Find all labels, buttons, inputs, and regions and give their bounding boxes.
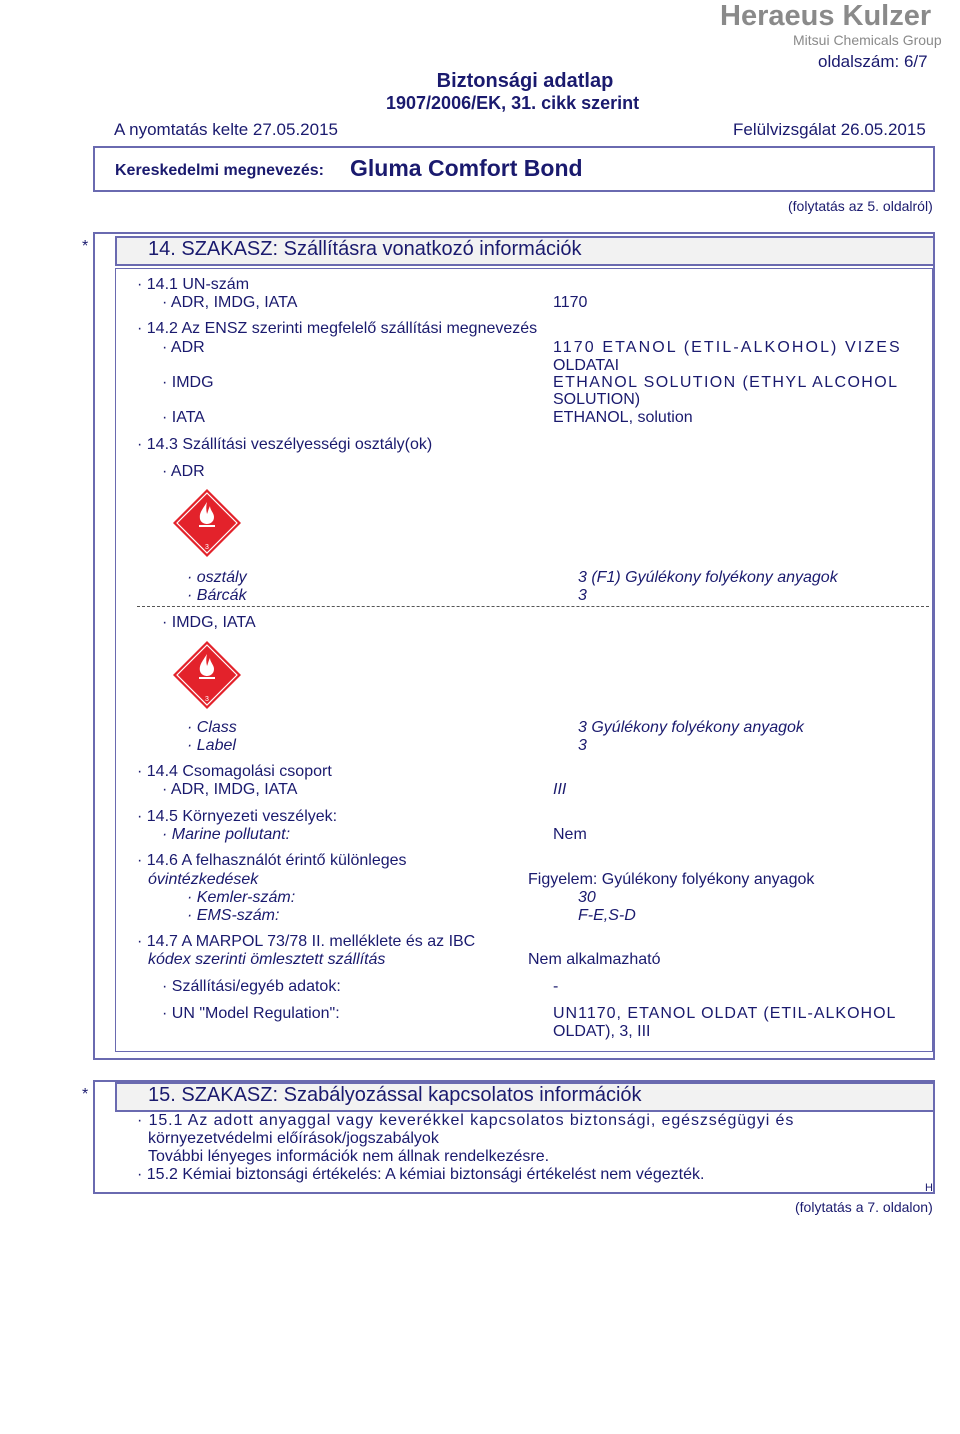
un-model-value-1: UN1170, ETANOL OLDAT (ETIL-ALKOHOL xyxy=(553,1005,897,1022)
diamond-number: 3 xyxy=(205,544,209,551)
precautions-heading-1: · 14.6 A felhasználót érintő különleges xyxy=(137,852,407,869)
kemler-label: · Kemler-szám: xyxy=(187,889,296,906)
imdg-iata-class-label: · IMDG, IATA xyxy=(162,614,256,631)
adr-value-1: 1170 ETANOL (ETIL-ALKOHOL) VIZES xyxy=(553,339,902,356)
marine-pollutant-value: Nem xyxy=(553,826,587,843)
un-number-value: 1170 xyxy=(553,294,588,311)
trade-name: Gluma Comfort Bond xyxy=(350,155,583,181)
brand-logo: Heraeus Kulzer xyxy=(720,0,932,32)
env-hazards-heading: · 14.5 Környezeti veszélyek: xyxy=(137,808,338,825)
marpol-heading-1: · 14.7 A MARPOL 73/78 II. melléklete és az IBC xyxy=(137,933,476,950)
imdg-value-1: ETHANOL SOLUTION (ETHYL ALCOHOL xyxy=(553,374,899,391)
flammable-liquid-icon xyxy=(172,488,242,558)
divider xyxy=(137,606,929,607)
document-subtitle: 1907/2006/EK, 31. cikk szerint xyxy=(386,93,640,113)
barcak-label: · Bárcák xyxy=(187,587,247,604)
shipping-name-heading: · 14.2 Az ENSZ szerinti megfelelő szállítási megnevezés xyxy=(137,320,538,337)
regulations-line-1: · 15.1 Az adott anyaggal vagy keverékkel kapcsolatos biztonsági, egészségügyi és xyxy=(137,1112,795,1129)
un-model-value-2: OLDAT), 3, III xyxy=(553,1023,651,1040)
precautions-value: Figyelem: Gyúlékony folyékony anyagok xyxy=(528,871,815,888)
diamond-number: 3 xyxy=(205,696,209,703)
imdg-value-2: SOLUTION) xyxy=(553,391,641,408)
other-info-label: · Szállítási/egyéb adatok: xyxy=(162,978,341,995)
iata-value: ETHANOL, solution xyxy=(553,409,693,426)
flammable-liquid-icon xyxy=(172,640,242,710)
regulations-line-2: környezetvédelmi előírások/jogszabályok xyxy=(148,1130,439,1147)
continued-from: (folytatás az 5. oldalról) xyxy=(788,198,933,214)
chemical-safety-label: · 15.2 Kémiai biztonsági értékelés: xyxy=(137,1166,382,1183)
revision-date: Felülvizsgálat 26.05.2015 xyxy=(733,120,926,139)
chemical-safety-value: A kémiai biztonsági értékelést nem végezték. xyxy=(381,1166,705,1183)
un-number-heading: · 14.1 UN-szám xyxy=(137,276,250,293)
osztaly-value: 3 (F1) Gyúlékony folyékony anyagok xyxy=(578,569,838,586)
page-number: oldalszám: 6/7 xyxy=(818,52,928,71)
class-label: · Class xyxy=(187,719,237,736)
imdg-label: · IMDG xyxy=(162,374,214,391)
section15-star: * xyxy=(82,1086,89,1103)
ems-value: F-E,S-D xyxy=(578,907,636,924)
document-title: Biztonsági adatlap xyxy=(436,70,614,92)
marine-pollutant-label: · Marine pollutant: xyxy=(162,826,291,843)
class-value: 3 Gyúlékony folyékony anyagok xyxy=(578,719,804,736)
marpol-heading-2: kódex szerinti ömlesztett szállítás xyxy=(148,951,386,968)
osztaly-label: · osztály xyxy=(187,569,247,586)
un-number-label: · ADR, IMDG, IATA xyxy=(162,294,298,311)
iata-label: · IATA xyxy=(162,409,205,426)
footer-mark: H xyxy=(925,1182,933,1194)
section15-title: 15. SZAKASZ: Szabályozással kapcsolatos információk xyxy=(148,1084,642,1106)
brand-group: Mitsui Chemicals Group xyxy=(793,32,942,48)
regulations-line-3: További lényeges információk nem állnak rendelkezésre. xyxy=(148,1148,550,1165)
adr-class-label: · ADR xyxy=(162,463,205,480)
un-model-label: · UN "Model Regulation": xyxy=(162,1005,340,1022)
continued-to: (folytatás a 7. oldalon) xyxy=(795,1199,933,1215)
marpol-value: Nem alkalmazható xyxy=(528,951,661,968)
ems-label: · EMS-szám: xyxy=(187,907,280,924)
adr-value-2: OLDATAI xyxy=(553,357,620,374)
label-label: · Label xyxy=(187,737,236,754)
trade-name-label: Kereskedelmi megnevezés: xyxy=(115,162,324,179)
adr-label: · ADR xyxy=(162,339,205,356)
packing-group-label: · ADR, IMDG, IATA xyxy=(162,781,298,798)
section14-title: 14. SZAKASZ: Szállításra vonatkozó információk xyxy=(148,238,582,260)
hazard-class-heading: · 14.3 Szállítási veszélyességi osztály(ok) xyxy=(137,436,433,453)
packing-group-heading: · 14.4 Csomagolási csoport xyxy=(137,763,332,780)
other-info-value: - xyxy=(553,978,559,995)
label-value: 3 xyxy=(578,737,587,754)
precautions-heading-2: óvintézkedések xyxy=(148,871,259,888)
print-date: A nyomtatás kelte 27.05.2015 xyxy=(114,120,338,139)
section14-star: * xyxy=(82,238,89,255)
chemical-safety-line xyxy=(137,1166,704,1184)
barcak-value: 3 xyxy=(578,587,587,604)
packing-group-value: III xyxy=(553,781,567,798)
kemler-value: 30 xyxy=(578,889,596,906)
